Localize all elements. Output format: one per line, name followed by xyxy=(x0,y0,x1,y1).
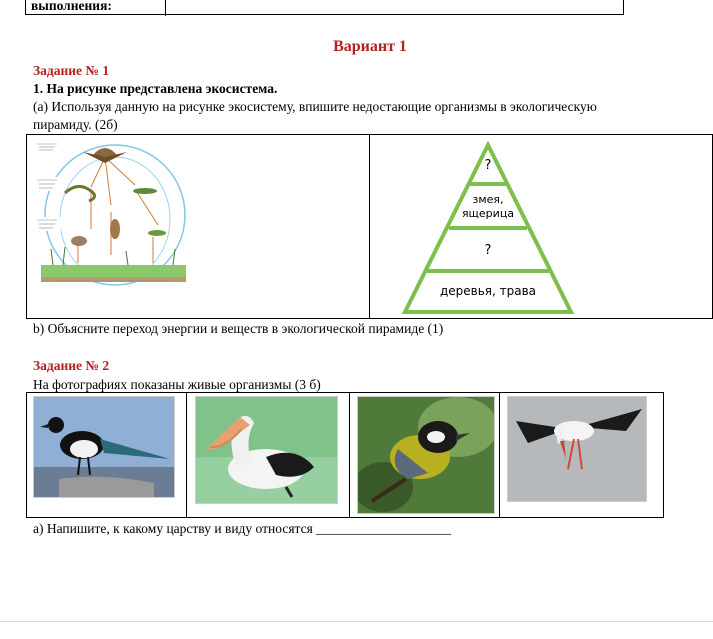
photo-cell-divider xyxy=(186,393,187,517)
page-bottom-rule xyxy=(0,621,713,622)
ecosystem-illustration xyxy=(33,137,193,287)
task1-table-divider xyxy=(369,135,370,318)
photo-tit xyxy=(357,396,495,514)
task2-intro: На фотографиях показаны живые организмы (3 б) xyxy=(33,377,321,392)
photo-stork xyxy=(507,396,647,502)
header-cell-divider xyxy=(165,0,166,16)
pyramid-level-2-line2: ящерица xyxy=(461,207,515,220)
pyramid-level-1: ? xyxy=(484,158,492,173)
task2-part-a: а) Напишите, к какому царству и виду относятся ____________________ xyxy=(33,521,452,536)
photo-pelican xyxy=(195,396,338,504)
pyramid-level-3: ? xyxy=(484,243,492,258)
ecological-pyramid xyxy=(395,141,581,317)
task2-heading: Задание № 2 xyxy=(33,358,110,373)
task1-question: 1. На рисунке представлена экосистема. xyxy=(33,81,278,96)
photo-cell-divider xyxy=(499,393,500,517)
task1-part-a-line2: пирамиду. (2б) xyxy=(33,117,118,132)
variant-title: Вариант 1 xyxy=(333,38,407,55)
photo-cell-divider xyxy=(349,393,350,517)
task1-part-b: b) Объясните переход энергии и веществ в экологической пирамиде (1) xyxy=(33,321,444,336)
task1-part-a-line1: (а) Используя данную на рисунке экосистему, впишите недостающие организмы в экологическую xyxy=(33,99,597,114)
task1-table xyxy=(26,134,713,319)
header-row-label: выполнения: xyxy=(31,0,112,13)
photo-magpie xyxy=(33,396,175,498)
header-table xyxy=(25,0,624,15)
pyramid-level-4: деревья, трава xyxy=(439,284,537,298)
task1-heading: Задание № 1 xyxy=(33,63,110,78)
pyramid-level-2-line1: змея, xyxy=(472,193,504,206)
